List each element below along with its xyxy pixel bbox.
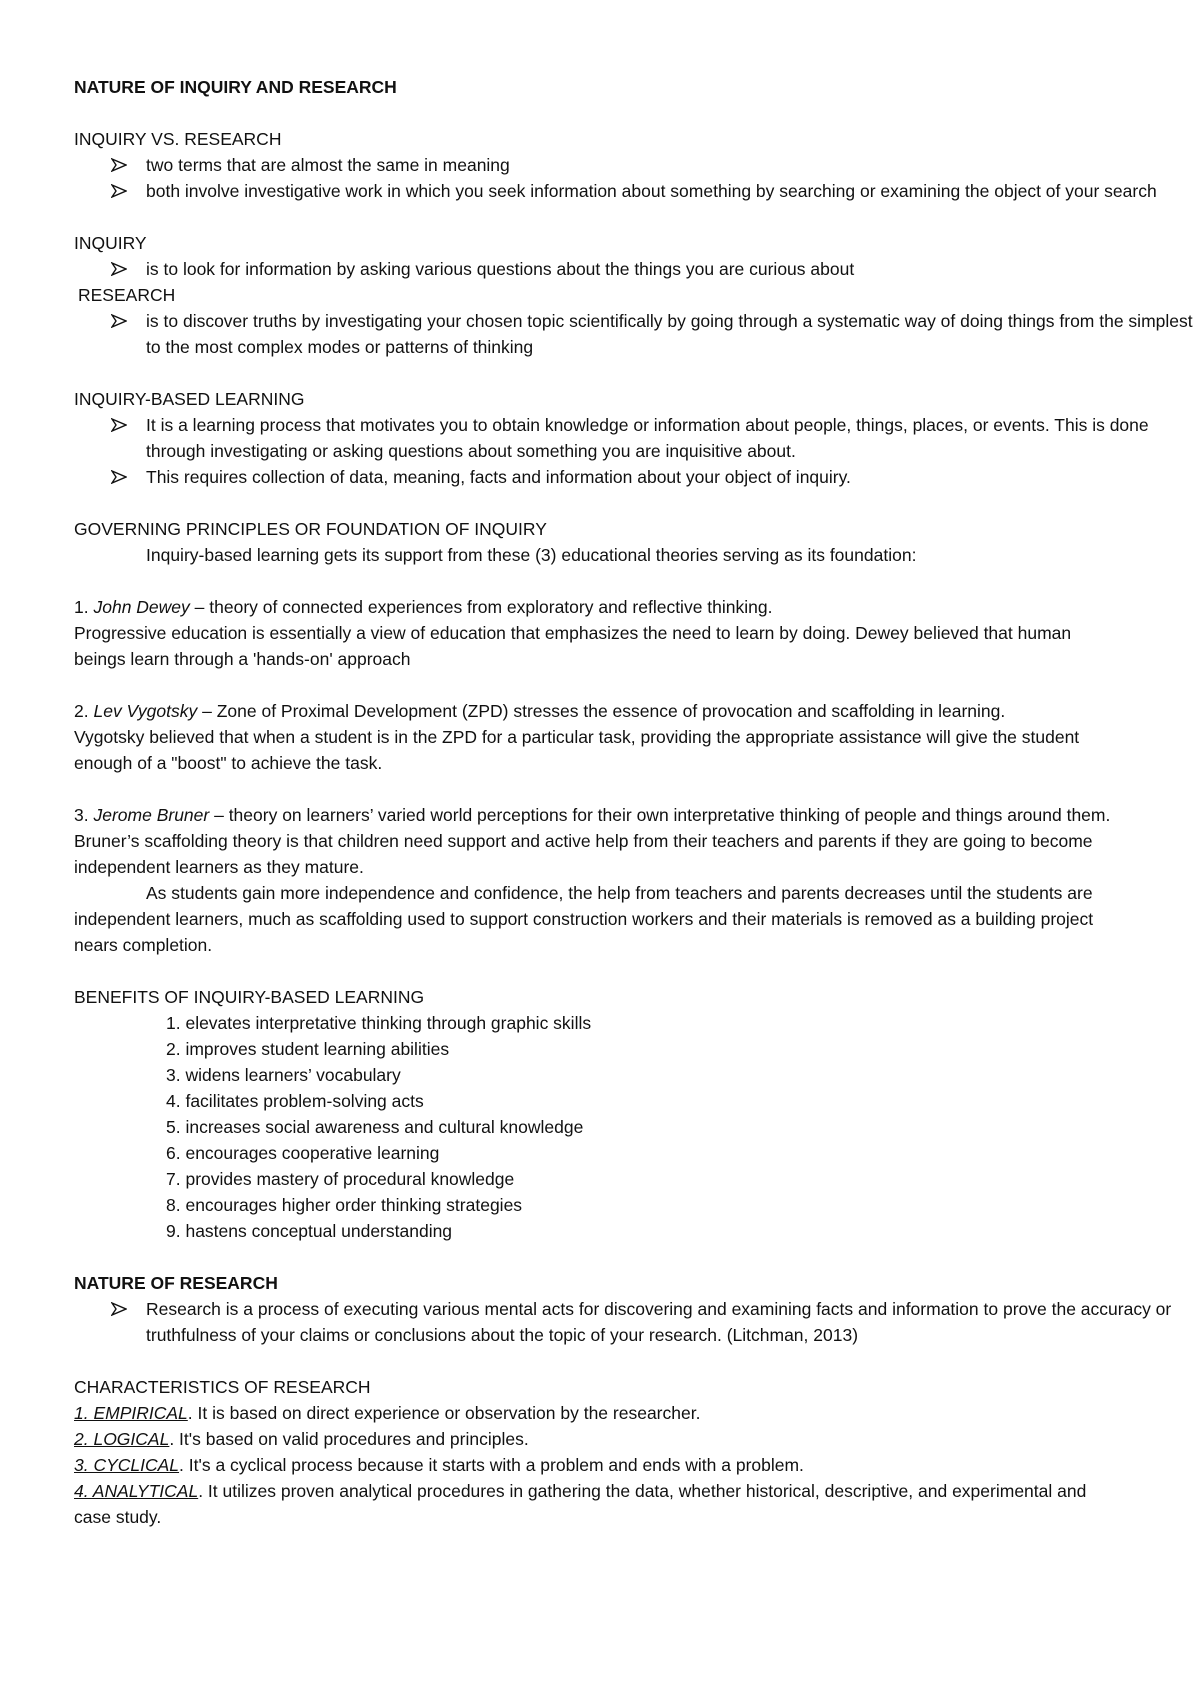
page-title: NATURE OF INQUIRY AND RESEARCH (74, 77, 397, 97)
arrow-bullet-icon (111, 1296, 131, 1316)
arrow-bullet-icon (111, 464, 131, 484)
theorist-name: Lev Vygotsky (93, 701, 198, 721)
benefit-item: 4. facilitates problem-solving acts (166, 1091, 424, 1111)
arrow-bullet-icon (111, 412, 131, 432)
benefit-item: 5. increases social awareness and cultural knowledge (166, 1117, 584, 1137)
theorist-name: John Dewey (93, 597, 190, 617)
section-heading-research: RESEARCH (78, 285, 176, 305)
section-heading-inquiry: INQUIRY (74, 233, 147, 253)
section-heading-inquiry-based-learning: INQUIRY-BASED LEARNING (74, 389, 305, 409)
characteristic-label: 3. CYCLICAL (74, 1455, 180, 1475)
arrow-bullet-icon (111, 308, 131, 328)
characteristic-label: 4. ANALYTICAL (74, 1481, 199, 1501)
bullet-item: This requires collection of data, meaning, facts and information about your object of inquiry. (74, 464, 1120, 490)
characteristic-item: 3. CYCLICAL. It's a cyclical process because it starts with a problem and ends with a problem. (74, 1455, 804, 1475)
bullet-item: It is a learning process that motivates you to obtain knowledge or information about people, things, places, or events. This is done through investigating or asking questions about something you are inquisitive about. (74, 412, 1196, 464)
section-heading-nature-of-research: NATURE OF RESEARCH (74, 1273, 278, 1293)
characteristic-item: 4. ANALYTICAL. It utilizes proven analytical procedures in gathering the data, whether historical, descriptive, and experimental and case study. (74, 1481, 1087, 1527)
benefit-item: 1. elevates interpretative thinking through graphic skills (166, 1013, 592, 1033)
theory-vygotsky: 2. Lev Vygotsky – Zone of Proximal Development (ZPD) stresses the essence of provocation and scaffolding in learning. Vygotsky believed that when a student is in the ZPD for a particular task, providing the appropriate assistance will give the student enough of a "boost" to achieve the task. (74, 701, 1080, 773)
section-heading-benefits: BENEFITS OF INQUIRY-BASED LEARNING (74, 987, 425, 1007)
benefit-item: 3. widens learners’ vocabulary (166, 1065, 401, 1085)
bullet-item: Research is a process of executing various mental acts for discovering and examining facts and information to prove the accuracy or truthfulness of your claims or conclusions about the topic of your research. (Litchman, 2013) (74, 1296, 1196, 1348)
characteristic-item: 2. LOGICAL. It's based on valid procedures and principles. (74, 1429, 529, 1449)
theory-bruner-body: As students gain more independence and confidence, the help from teachers and parents decreases until the students are independent learners, much as scaffolding used to support construction workers and their materials is removed as a building project nears completion. (74, 883, 1094, 955)
arrow-bullet-icon (111, 152, 131, 172)
theorist-name: Jerome Bruner (93, 805, 210, 825)
bullet-item: both involve investigative work in which you seek information about something by searching or examining the object of your search (74, 178, 1196, 204)
theory-bruner: 3. Jerome Bruner – theory on learners’ varied world perceptions for their own interpretative thinking of people and things around them. Bruner’s scaffolding theory is that children need support and active help from their teachers and parents if they are going to become independent learners as they mature. (74, 805, 1111, 877)
theory-dewey: 1. John Dewey – theory of connected experiences from exploratory and reflective thinking. Progressive education is essentially a view of education that emphasizes the need to learn by doing. Dewey believed that human beings learn through a 'hands-on' approach (74, 597, 1072, 669)
section-heading-characteristics: CHARACTERISTICS OF RESEARCH (74, 1377, 371, 1397)
bullet-item: two terms that are almost the same in meaning (74, 152, 1120, 178)
benefit-item: 9. hastens conceptual understanding (166, 1221, 453, 1241)
section-heading-governing-principles: GOVERNING PRINCIPLES OR FOUNDATION OF INQUIRY (74, 519, 547, 539)
benefit-item: 6. encourages cooperative learning (166, 1143, 440, 1163)
arrow-bullet-icon (111, 256, 131, 276)
bullet-item: is to look for information by asking various questions about the things you are curious about (74, 256, 1120, 282)
bullet-item: is to discover truths by investigating your chosen topic scientifically by going through a systematic way of doing things from the simplest to the most complex modes or patterns of thinking (74, 308, 1196, 360)
characteristic-item: 1. EMPIRICAL. It is based on direct experience or observation by the researcher. (74, 1403, 701, 1423)
section-heading-inquiry-vs-research: INQUIRY VS. RESEARCH (74, 129, 282, 149)
benefit-item: 8. encourages higher order thinking strategies (166, 1195, 523, 1215)
characteristic-label: 2. LOGICAL (74, 1429, 170, 1449)
characteristic-label: 1. EMPIRICAL (74, 1403, 188, 1423)
arrow-bullet-icon (111, 178, 131, 198)
benefit-item: 7. provides mastery of procedural knowledge (166, 1169, 515, 1189)
benefit-item: 2. improves student learning abilities (166, 1039, 450, 1059)
governing-intro: Inquiry-based learning gets its support from these (3) educational theories serving as its foundation: (146, 545, 917, 565)
